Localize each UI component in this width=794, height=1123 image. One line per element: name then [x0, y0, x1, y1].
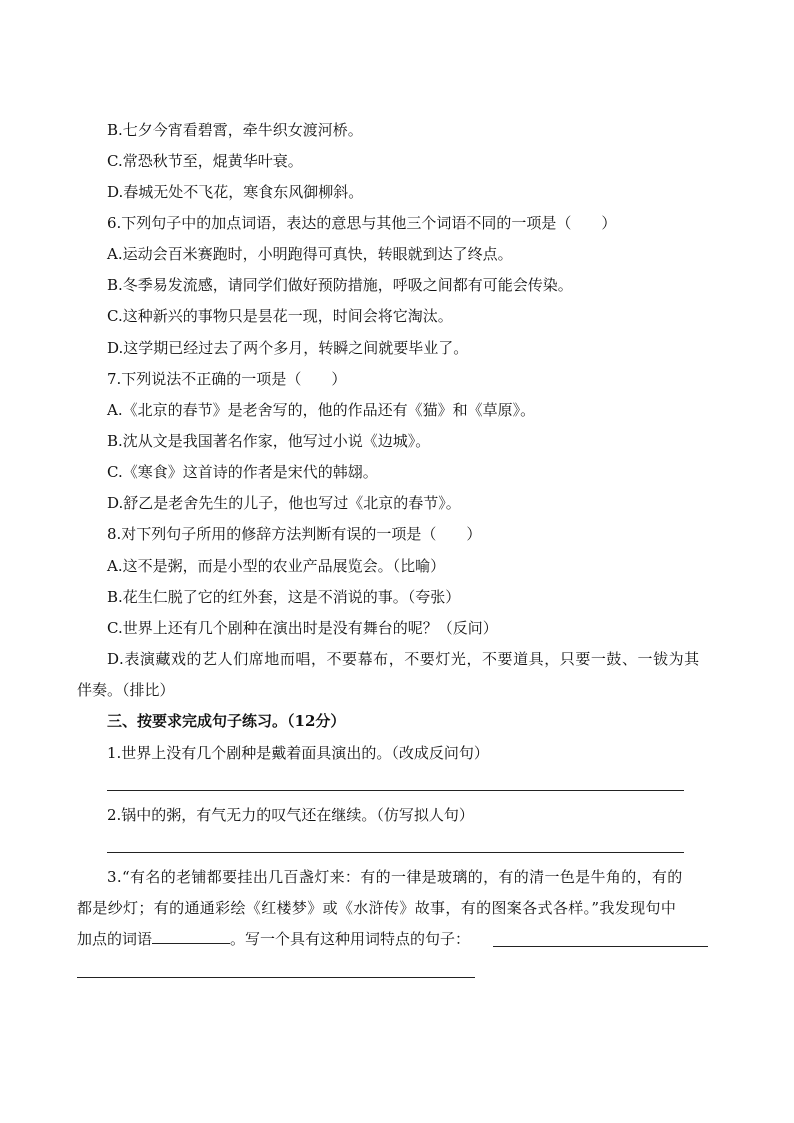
- q6-option-d: D.这学期已经过去了两个多月，转瞬之间就要毕业了。: [107, 339, 469, 357]
- q5-option-d: D.春城无处不飞花，寒食东风御柳斜。: [107, 183, 364, 201]
- q7-option-c: C.《寒食》这首诗的作者是宋代的韩翃。: [107, 463, 378, 481]
- q7-option-b: B.沈从文是我国著名作家，他写过小说《边城》。: [107, 432, 431, 450]
- answer-line-1[interactable]: [107, 790, 684, 791]
- q6-option-a: A.运动会百米赛跑时，小明跑得可真快，转眼就到达了终点。: [107, 245, 513, 263]
- q8-option-d-continued: 伴奏。（排比）: [77, 681, 175, 699]
- question-7: 7.下列说法不正确的一项是（ ）: [107, 370, 347, 388]
- q7-option-d: D.舒乙是老舍先生的儿子，他也写过《北京的春节》。: [107, 494, 461, 512]
- sentence-task-1: 1.世界上没有几个剧种是戴着面具演出的。（改成反问句）: [107, 744, 489, 762]
- sentence-task-3-line-1: 3.“有名的老铺都要挂出几百盏灯来：有的一律是玻璃的，有的清一色是牛角的，有的: [107, 868, 683, 886]
- sentence-task-2: 2.锅中的粥，有气无力的叹气还在继续。（仿写拟人句）: [107, 806, 474, 824]
- q8-option-a: A.这不是粥，而是小型的农业产品展览会。（比喻）: [107, 557, 446, 575]
- q8-option-d: D.表演藏戏的艺人们席地而唱，不要幕布，不要灯光，不要道具，只要一鼓、一钹为其: [107, 650, 700, 668]
- sentence-task-3-prompt: 加点的词语: [77, 930, 153, 948]
- q5-option-b: B.七夕今宵看碧霄，牵牛织女渡河桥。: [107, 121, 363, 139]
- question-8: 8.对下列句子所用的修辞方法判断有误的一项是（ ）: [107, 525, 482, 543]
- q6-option-b: B.冬季易发流感，请同学们做好预防措施，呼吸之间都有可能会传染。: [107, 276, 573, 294]
- q8-option-c: C.世界上还有几个剧种在演出时是没有舞台的呢？（反问）: [107, 619, 498, 637]
- section-3-heading: 三、按要求完成句子练习。（12分）: [107, 712, 346, 730]
- q5-option-c: C.常恐秋节至，焜黄华叶衰。: [107, 152, 303, 170]
- q8-option-b: B.花生仁脱了它的红外套，这是不消说的事。（夸张）: [107, 588, 461, 606]
- question-6: 6.下列句子中的加点词语，表达的意思与其他三个词语不同的一项是（ ）: [107, 214, 617, 232]
- answer-line-3b[interactable]: [77, 977, 475, 978]
- word-blank[interactable]: [152, 929, 230, 944]
- answer-line-3a[interactable]: [493, 946, 708, 947]
- sentence-task-3-instruction: 。写一个具有这种用词特点的句子：: [230, 930, 471, 948]
- sentence-task-3-line-2: 都是纱灯；有的通通彩绘《红楼梦》或《水浒传》故事，有的图案各式各样。”我发现句中: [77, 899, 677, 917]
- sentence-task-3-line-3: [77, 929, 470, 949]
- q7-option-a: A.《北京的春节》是老舍写的，他的作品还有《猫》和《草原》。: [107, 401, 536, 419]
- q6-option-c: C.这种新兴的事物只是昙花一现，时间会将它淘汰。: [107, 307, 453, 325]
- answer-line-2[interactable]: [107, 852, 684, 853]
